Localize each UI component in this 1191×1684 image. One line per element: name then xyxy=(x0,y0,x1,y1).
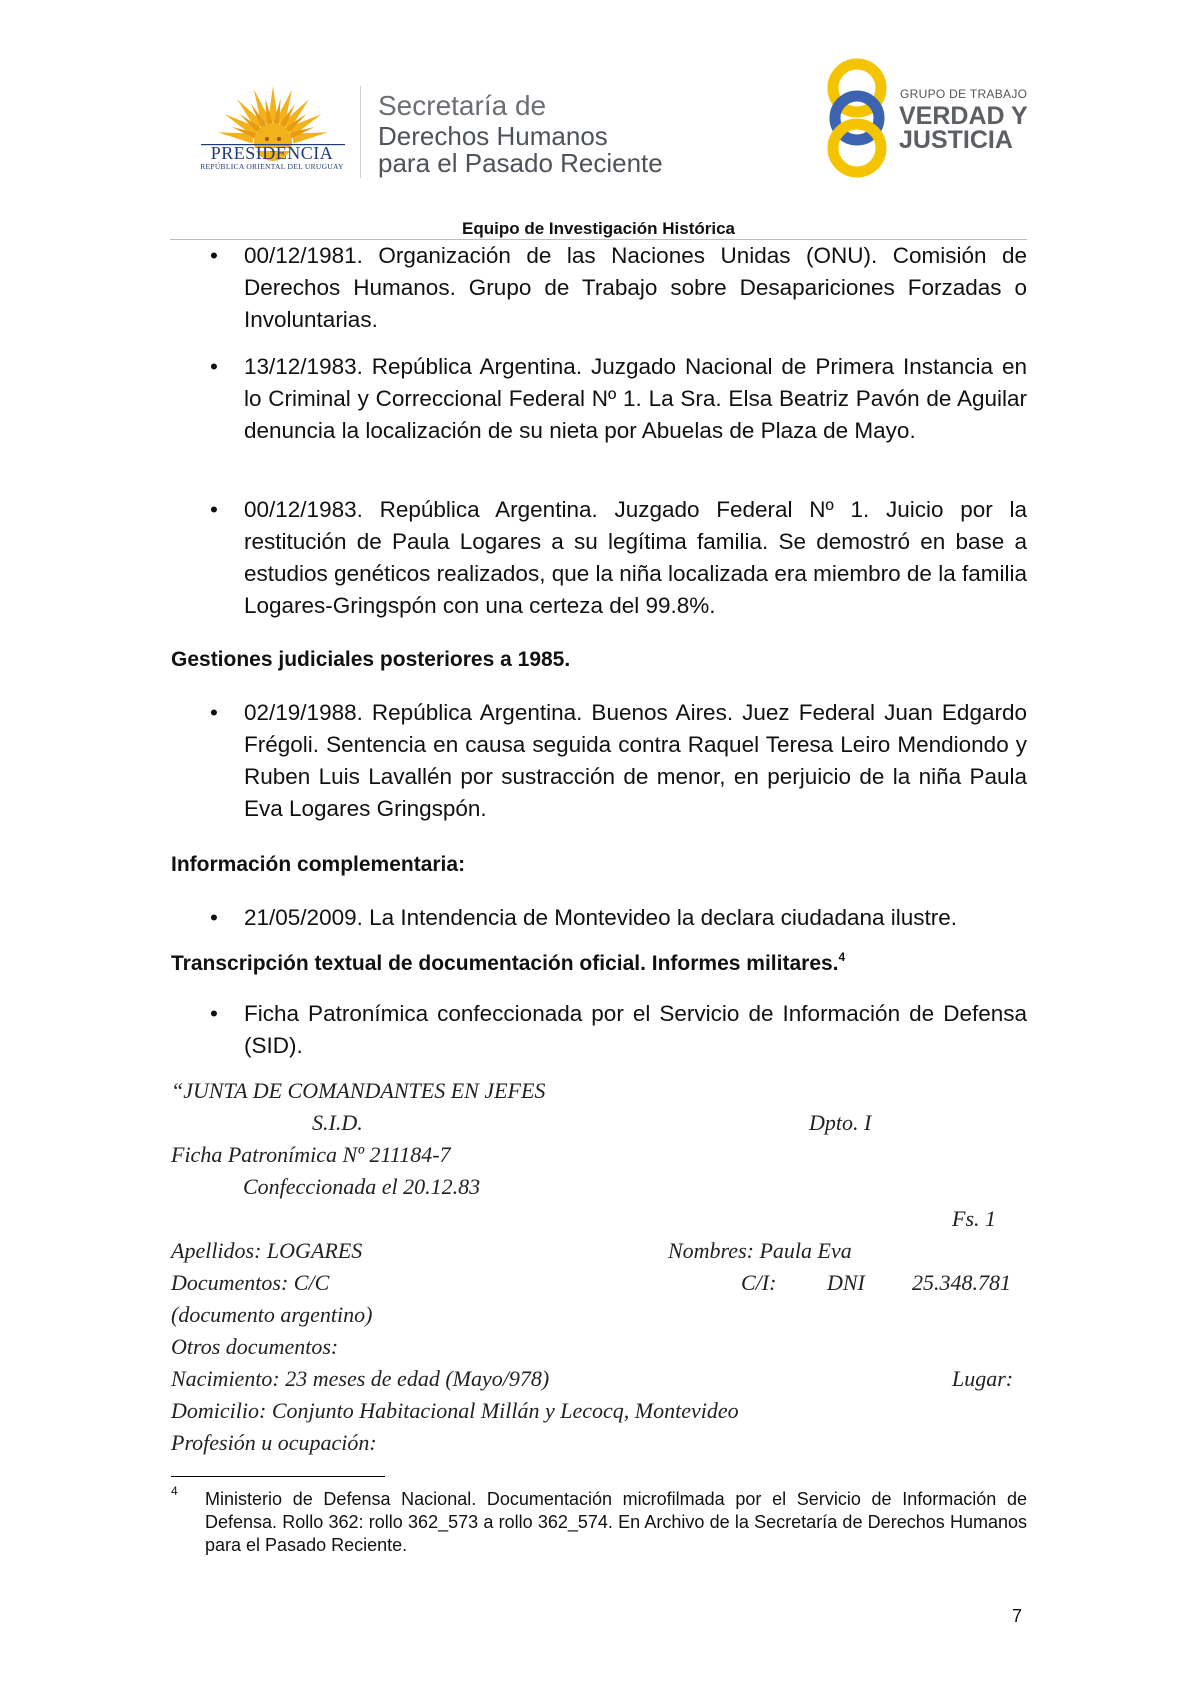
list-item-text: 00/12/1981. Organización de las Naciones Unidas (ONU). Comisión de Derechos Humanos. Grupo de Trabajo sobre Desapariciones Forzadas o Involuntarias. xyxy=(244,243,1027,332)
verdad-justicia-rings-logo xyxy=(824,56,890,180)
bullet-marker: • xyxy=(210,497,218,522)
section-heading-text: Transcripción textual de documentación oficial. Informes militares. xyxy=(171,952,839,975)
doc-dni: DNI xyxy=(827,1270,865,1295)
footnote-text: Ministerio de Defensa Nacional. Documentación microfilmada por el Servicio de Información de Defensa. Rollo 362: rollo 362_573 a rollo 362_574. En Archivo de la Secretaría de Derechos Humanos para el Pasado Reciente. xyxy=(205,1489,1027,1555)
list-item-text: Ficha Patronímica confeccionada por el Servicio de Información de Defensa (SID). xyxy=(244,1001,1027,1058)
doc-ficha: Ficha Patronímica Nº 211184-7 xyxy=(171,1142,451,1167)
team-title: Equipo de Investigación Histórica xyxy=(462,219,735,238)
doc-lugar: Lugar: xyxy=(952,1366,1014,1391)
verdad-y-label: VERDAD Y xyxy=(899,102,1028,130)
list-item-text: 13/12/1983. República Argentina. Juzgado Nacional de Primera Instancia en lo Criminal y Correccional Federal Nº 1. La Sra. Elsa Beatriz Pavón de Aguilar denuncia la localización de su nieta por Abuelas de Plaza de Mayo. xyxy=(244,354,1027,443)
presidencia-title: PRESIDENCIA xyxy=(210,143,334,163)
footnote-reference[interactable]: 4 xyxy=(838,950,846,964)
justicia-label: JUSTICIA xyxy=(899,126,1013,154)
section-heading-informacion: Información complementaria: xyxy=(171,853,466,876)
doc-dni-number: 25.348.781 xyxy=(912,1270,1011,1295)
list-item-text: 21/05/2009. La Intendencia de Montevideo la declara ciudadana ilustre. xyxy=(244,905,958,930)
doc-nombres: Nombres: Paula Eva xyxy=(668,1238,852,1263)
footnote-rule xyxy=(171,1476,385,1477)
bullet-marker: • xyxy=(210,905,218,930)
doc-confeccionada: Confeccionada el 20.12.83 xyxy=(243,1174,481,1199)
doc-apellidos: Apellidos: LOGARES xyxy=(171,1238,363,1263)
section-heading-gestiones: Gestiones judiciales posteriores a 1985. xyxy=(171,648,571,671)
bullet-marker: • xyxy=(210,354,218,379)
list-item-text: 02/19/1988. República Argentina. Buenos Aires. Juez Federal Juan Edgardo Frégoli. Sentencia en causa seguida contra Raquel Teresa Leiro Mendiondo y Ruben Luis Lavallén por sustracción de menor, en perjuicio de la niña Paula Eva Logares Gringspón. xyxy=(244,700,1027,821)
bullet-marker: • xyxy=(210,700,218,725)
bullet-marker: • xyxy=(210,1001,218,1026)
doc-documentos: Documentos: C/C xyxy=(171,1270,330,1295)
doc-fs: Fs. 1 xyxy=(952,1206,996,1231)
header-divider xyxy=(360,86,361,178)
doc-junta: “JUNTA DE COMANDANTES EN JEFES xyxy=(171,1078,546,1103)
doc-domicilio: Domicilio: Conjunto Habitacional Millán y Lecocq, Montevideo xyxy=(171,1398,739,1423)
footnote-number: 4 xyxy=(171,1484,178,1498)
secretaria-line-3: para el Pasado Reciente xyxy=(378,148,663,178)
presidencia-subtitle: REPÚBLICA ORIENTAL DEL URUGUAY xyxy=(200,162,344,171)
doc-dpto: Dpto. I xyxy=(809,1110,872,1135)
doc-profesion: Profesión u ocupación: xyxy=(171,1430,377,1455)
doc-sid: S.I.D. xyxy=(312,1110,363,1135)
list-item-text: 00/12/1983. República Argentina. Juzgado Federal Nº 1. Juicio por la restitución de Paula Logares a su legítima familia. Se demostró en base a estudios genéticos realizados, que la niña localizada era miembro de la familia Logares-Gringspón con una certeza del 99.8%. xyxy=(244,497,1027,618)
doc-ci: C/I: xyxy=(741,1270,777,1295)
grupo-de-trabajo-label: GRUPO DE TRABAJO xyxy=(900,87,1028,101)
doc-documento-argentino: (documento argentino) xyxy=(171,1302,373,1327)
page-number: 7 xyxy=(1012,1606,1023,1626)
section-heading-transcripcion xyxy=(171,950,845,976)
secretaria-line-2: Derechos Humanos xyxy=(378,121,608,151)
bullet-marker: • xyxy=(210,243,218,268)
doc-nacimiento: Nacimiento: 23 meses de edad (Mayo/978) xyxy=(171,1366,550,1391)
secretaria-line-1: Secretaría de xyxy=(378,90,547,121)
doc-otros: Otros documentos: xyxy=(171,1334,339,1359)
